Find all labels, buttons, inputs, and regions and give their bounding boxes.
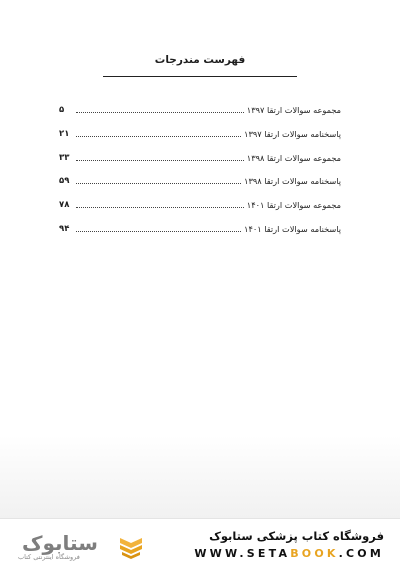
toc-page-number: ۷۸ [59,200,70,211]
toc-entry[interactable] [59,222,341,234]
table-of-contents [59,103,341,246]
toc-entry-label: پاسخنامه سوالات ارتقا ۱۴۰۱ [244,223,341,234]
toc-entry[interactable] [59,127,341,139]
url-suffix: .COM [338,547,384,560]
toc-entry[interactable] [59,198,341,210]
toc-dot-leader [76,136,241,137]
logo-wordmark: ستابوک [22,531,98,555]
setabook-logo[interactable] [10,531,110,561]
toc-dot-leader [76,160,244,161]
logo-subtitle: فروشگاه اینترنتی کتاب [18,553,80,561]
store-name: فروشگاه کتاب پزشکی ستابوک [209,529,384,543]
toc-dot-leader [76,231,241,232]
toc-dot-leader [76,112,244,113]
url-prefix: WWW.SETA [194,547,291,560]
toc-entry[interactable] [59,174,341,186]
toc-page-number: ۳۳ [59,152,70,163]
page-title: فهرست مندرجات [154,54,246,66]
stacked-books-icon [118,534,144,560]
toc-page-number: ۹۴ [59,223,70,234]
toc-page-number: ۵۹ [59,176,70,187]
toc-entry-label: مجموعه سوالات ارتقا ۱۳۹۷ [246,105,341,115]
title-underline [103,76,297,77]
toc-entry[interactable] [59,103,341,115]
toc-entry-label: پاسخنامه سوالات ارتقا ۱۳۹۷ [244,128,341,139]
store-url-link[interactable] [194,547,384,560]
toc-page-number: ۵ [59,105,65,115]
toc-dot-leader [76,207,244,208]
toc-entry-label: مجموعه سوالات ارتقا ۱۳۹۸ [246,152,341,163]
toc-entry[interactable] [59,151,341,163]
toc-page-number: ۲۱ [59,128,70,139]
toc-entry-label: پاسخنامه سوالات ارتقا ۱۳۹۸ [244,176,341,187]
url-accent: BOOK [290,547,339,560]
toc-entry-label: مجموعه سوالات ارتقا ۱۴۰۱ [246,200,341,211]
toc-dot-leader [76,183,241,184]
